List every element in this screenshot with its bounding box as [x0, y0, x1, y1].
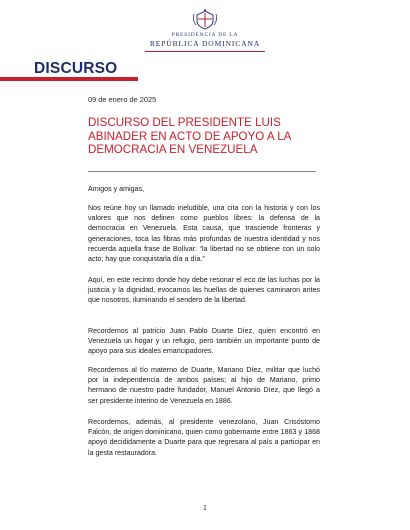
paragraph: Recordemos al tío materno de Duarte, Mariano Díez, militar que luchó por la independencia de ambos países; al hijo de Mariano, primo hermano de nuestro padre fundador, Manuel Antonio Díez, que llegó a ser presidente interino de Venezuela en 1886. — [88, 366, 320, 405]
paragraph: Recordemos, además, al presidente venezolano, Juan Crisóstomo Falcón, de origen dominicano, quien como gobernante entre 1863 y 1868 apoyó decididamente a Duarte para que regresara al país a participar en la gesta restauradora. — [88, 418, 320, 457]
header — [0, 8, 410, 52]
paragraph: Aquí, en este recinto donde hoy debe resonar el eco de las luchas por la justicia y la dignidad, evocamos las huellas de quienes caminaron antes que nosotros, iluminando el sendero de la libertad. — [88, 276, 320, 305]
title-divider — [88, 171, 316, 172]
page-number: 1 — [203, 505, 207, 512]
paragraph: Nos reúne hoy un llamado ineludible, una cita con la historia y con los valores que nos definen como pueblos libres: la defensa de la democracia en Venezuela. Esta causa, que trasciende fronteras y generaciones, toca las fibras más profundas de nuestra identidad y nos recuerda aquella frase de Bolívar: “la libertad no se obtiene con un solo acto; hay que conquistarla día a día.” — [88, 204, 320, 264]
coat-of-arms-icon — [190, 8, 220, 30]
greeting: Amigos y amigas, — [88, 185, 144, 193]
header-republica: REPÚBLICA DOMINICANA — [149, 39, 261, 48]
document-date: 09 de enero de 2025 — [88, 95, 157, 104]
paragraph: Recordemos al patricio Juan Pablo Duarte Díez, quien encontró en Venezuela un hogar y un refugio, pero también un importante punto de apoyo para sus ideales emancipadores. — [88, 327, 320, 356]
section-banner — [0, 58, 138, 81]
header-presidencia: PRESIDENCIA DE LA — [171, 32, 239, 38]
header-divider — [145, 51, 265, 52]
banner-bar — [0, 77, 138, 81]
document-title: DISCURSO DEL PRESIDENTE LUIS ABINADER EN ACTO DE APOYO A LA DEMOCRACIA EN VENEZUELA — [88, 116, 291, 157]
banner-label: DISCURSO — [34, 60, 118, 77]
